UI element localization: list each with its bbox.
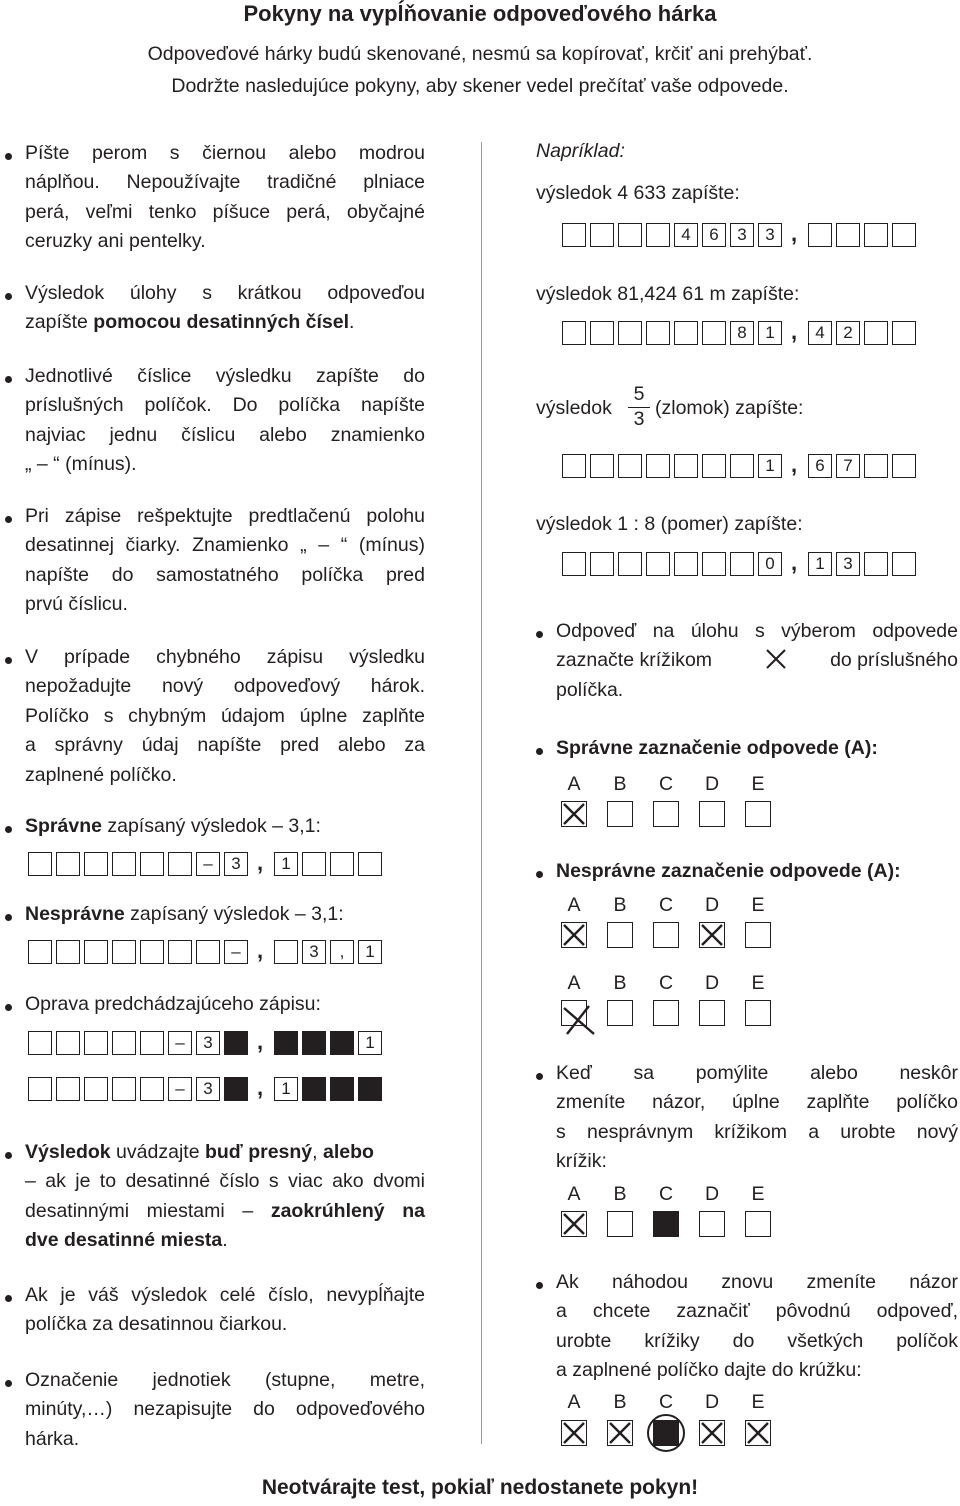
instruction-correction: V prípade chybného zápisu výsledku nepožadujte nový odpoveďový hárok. Políčko s chybným údajom úplne zaplňte a správny údaj napíšte pred alebo za zaplnené políčko. xyxy=(25,646,425,786)
correction-label: Oprava predchádzajúceho zápisu: xyxy=(25,993,321,1015)
fraction: 5 3 xyxy=(628,383,650,430)
bullet-icon xyxy=(5,1004,12,1011)
bullet-icon xyxy=(5,1295,12,1302)
instruction-cross: Odpoveď na úlohu s výberom odpovede zaznačte krížikom do príslušného políčka. xyxy=(556,620,958,701)
bullet-icon xyxy=(5,293,12,300)
example-3-suffix: (zlomok) zapíšte: xyxy=(655,397,804,419)
example-3-label: výsledok xyxy=(536,397,612,419)
instruction-integer: Ak je váš výsledok celé číslo, nevypĺňajte políčka za desatinnou čiarkou. xyxy=(25,1284,425,1336)
bullet-icon xyxy=(536,1282,543,1289)
bullet-icon xyxy=(5,826,12,833)
column-divider xyxy=(481,142,482,1444)
example-4-label: výsledok 1 : 8 (pomer) zapíšte: xyxy=(536,513,803,535)
bullet-icon xyxy=(536,748,543,755)
incorrect-example-label: Nesprávne zapísaný výsledok – 3,1: xyxy=(25,903,344,925)
incorrect-mark-label: Nesprávne zaznačenie odpovede (A): xyxy=(556,860,901,882)
bullet-icon xyxy=(5,914,12,921)
intro-line-1: Odpoveďové hárky budú skenované, nesmú sa kopírovať, krčiť ani prehýbať. xyxy=(147,43,813,65)
instruction-digits: Jednotlivé číslice výsledku zapíšte do príslušných políčok. Do políčka napíšte najviac jednu číslicu alebo znamienko „ – “ (mínus). xyxy=(25,365,425,476)
bullet-icon xyxy=(5,516,12,523)
cross-icon xyxy=(765,648,787,670)
correct-mark-label: Správne zaznačenie odpovede (A): xyxy=(556,737,878,759)
bullet-icon xyxy=(536,631,543,638)
instruction-pen: Píšte perom s čiernou alebo modrou náplňou. Nepoužívajte tradičné plniace perá, veľmi tenko píšuce perá, obyčajné ceruzky ani pentelky. xyxy=(25,142,425,253)
circle-icon xyxy=(645,1412,687,1454)
instruction-comma-position: Pri zápise rešpektujte predtlačenú polohu desatinnej čiarky. Znamienko „ – “ (mínus) napíšte do samostatného políčka pred prvú číslicu. xyxy=(25,505,425,616)
instruction-change-mind: Keď sa pomýlite alebo neskôr zmeníte názor, úplne zaplňte políčko s nesprávnym krížikom a urobte nový krížik: xyxy=(556,1062,958,1173)
instruction-change-again: Ak náhodou znovu zmeníte názor a chcete zaznačiť pôvodnú odpoveď, urobte krížiky do všetkých políčok a zaplnené políčko dajte do krúžku: xyxy=(556,1271,958,1382)
footer-warning: Neotvárajte test, pokiaľ nedostanete pokyn! xyxy=(261,1476,699,1499)
bullet-icon xyxy=(5,657,12,664)
bullet-icon xyxy=(5,1380,12,1387)
bullet-icon xyxy=(5,1152,12,1159)
correct-example-label: Správne zapísaný výsledok – 3,1: xyxy=(25,815,321,837)
instruction-precision: Výsledok uvádzajte buď presný, alebo – ak je to desatinné číslo s viac ako dvomi desatinnými miestami – zaokrúhlený na dve desatinné miesta. xyxy=(25,1141,425,1252)
instruction-decimal: Výsledok úlohy s krátkou odpoveďou zapíšte pomocou desatinných čísel. xyxy=(25,282,425,334)
page-title: Pokyny na vypĺňovanie odpoveďového hárka xyxy=(243,1,717,26)
intro-line-2: Dodržte nasledujúce pokyny, aby skener vedel prečítať vaše odpovede. xyxy=(171,75,789,97)
instruction-units: Označenie jednotiek (stupne, metre, minúty,…) nezapisujte do odpoveďového hárka. xyxy=(25,1369,425,1450)
bullet-icon xyxy=(5,376,12,383)
example-1-label: výsledok 4 633 zapíšte: xyxy=(536,182,740,204)
example-2-label: výsledok 81,424 61 m zapíšte: xyxy=(536,283,800,305)
example-label: Napríklad: xyxy=(536,140,625,162)
bullet-icon xyxy=(536,871,543,878)
bullet-icon xyxy=(536,1073,543,1080)
bullet-icon xyxy=(5,153,12,160)
